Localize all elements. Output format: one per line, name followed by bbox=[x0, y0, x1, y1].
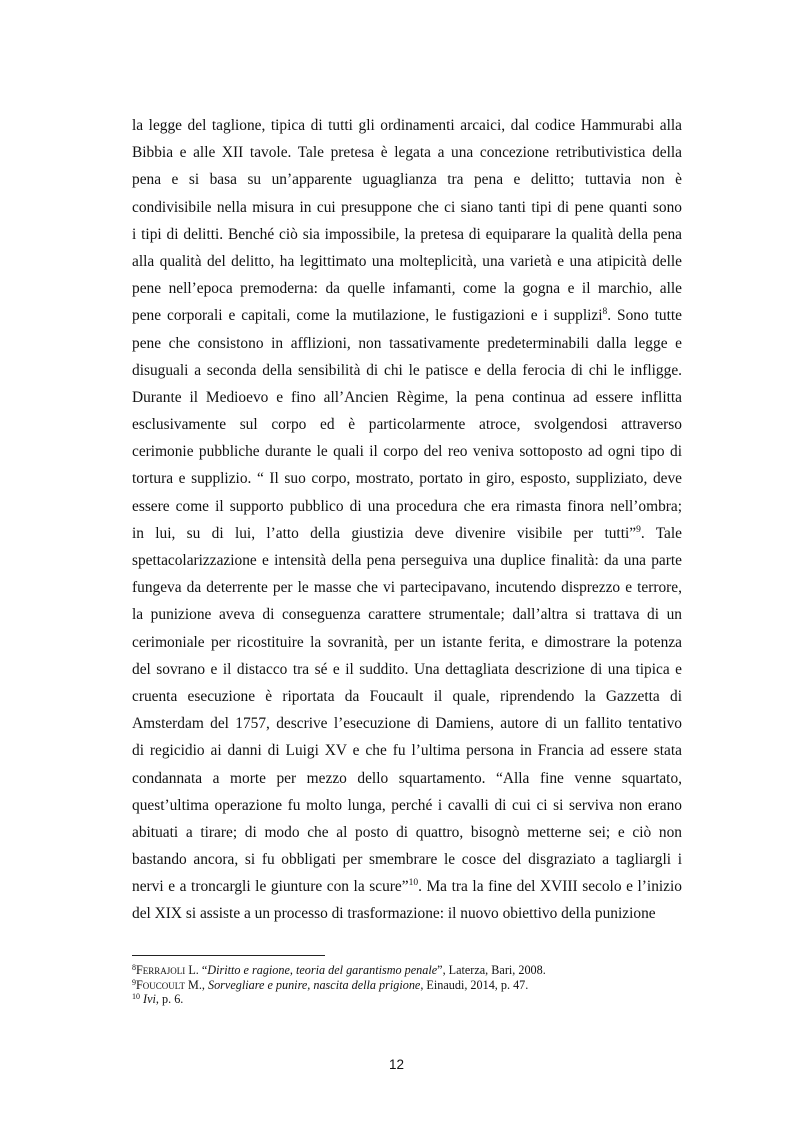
text-line bbox=[132, 221, 682, 248]
text-line bbox=[132, 574, 682, 601]
footnote-reference: 9 bbox=[636, 524, 641, 535]
text-segment: del XIX si assiste a un processo di trasformazione: il nuovo obiettivo della punizione bbox=[132, 905, 656, 923]
footnote-author: Ferrajoli L. bbox=[136, 963, 199, 977]
text-segment: disuguali a seconda della sensibilità di chi le patisce e della ferocia di chi le infligge. bbox=[132, 361, 682, 379]
text-line bbox=[132, 166, 682, 193]
text-line bbox=[132, 900, 682, 927]
text-segment: pene corporali e capitali, come la mutilazione, le fustigazioni e i supplizi bbox=[132, 307, 603, 325]
footnote-publication: , p. 6. bbox=[155, 992, 184, 1006]
text-segment: Amsterdam del 1757, descrive l’esecuzione di Damiens, autore di un fallito tentativo bbox=[132, 715, 682, 733]
footnote-separator-text: “ bbox=[198, 963, 208, 977]
text-segment: . Ma tra la fine del XVIII secolo e l’inizio bbox=[418, 878, 682, 896]
text-line bbox=[132, 873, 682, 900]
text-line bbox=[132, 737, 682, 764]
text-line bbox=[132, 112, 682, 139]
text-segment: essere come il supporto pubblico di una procedura che era rimasta finora nell’ombra; bbox=[132, 497, 682, 515]
text-segment: condivisibile nella misura in cui presuppone che ci siano tanti tipi di pene quanti sono bbox=[132, 198, 682, 216]
text-segment: condannata a morte per mezzo dello squartamento. “Alla fine venne squartato, bbox=[132, 769, 682, 787]
footnotes bbox=[132, 963, 682, 1007]
text-line bbox=[132, 547, 682, 574]
text-segment: la punizione aveva di conseguenza carattere strumentale; dall’altra si trattava di un bbox=[132, 606, 682, 624]
footnote-separator-text: , bbox=[201, 977, 208, 992]
footnote bbox=[132, 963, 682, 978]
text-line bbox=[132, 194, 682, 221]
page-number: 12 bbox=[388, 1057, 405, 1072]
text-segment: alla qualità del delitto, ha legittimato una molteplicità, una varietà e una atipicità delle bbox=[132, 252, 682, 270]
text-segment: fungeva da deterrente per le masse che vi partecipavano, incutendo disprezzo e terrore, bbox=[132, 579, 682, 597]
text-line bbox=[132, 411, 682, 438]
text-segment: del sovrano e il distacco tra sé e il suddito. Una dettagliata descrizione di una tipica e bbox=[132, 660, 682, 678]
text-segment: pene che consistono in afflizioni, non tassativamente predeterminabili dalla legge e bbox=[132, 334, 682, 352]
text-line bbox=[132, 765, 682, 792]
text-segment: bastando ancora, si fu obbligati per smembrare le cosce del disgraziato a tagliargli i bbox=[132, 851, 682, 869]
text-segment: spettacolarizzazione e intensità della pena perseguiva una duplice finalità: da una parte bbox=[132, 552, 682, 569]
text-segment: in lui, su di lui, l’atto della giustizia deve divenire visibile per tutti” bbox=[132, 524, 637, 542]
text-line bbox=[132, 384, 682, 411]
text-line bbox=[132, 710, 682, 737]
footnote-reference: 8 bbox=[602, 307, 608, 318]
text-segment: esclusivamente sul corpo ed è particolarmente atroce, svolgendosi attraverso bbox=[132, 416, 682, 434]
text-line bbox=[132, 465, 682, 492]
footnote bbox=[132, 978, 682, 993]
text-line bbox=[132, 846, 682, 873]
text-segment: la legge del taglione, tipica di tutti gli ordinamenti arcaici, dal codice Hammurabi alla bbox=[132, 117, 682, 134]
text-segment: nervi e a troncargli le giunture con la scure” bbox=[132, 878, 409, 896]
text-segment: cerimonie pubbliche durante le quali il corpo del reo veniva sottoposto ad ogni tipo di bbox=[132, 443, 682, 461]
footnote-number: 9 bbox=[132, 977, 136, 987]
text-line bbox=[132, 601, 682, 628]
text-segment: . Sono tutte bbox=[607, 307, 683, 325]
footnote-title: Diritto e ragione, teoria del garantismo penale bbox=[207, 963, 438, 977]
text-segment: pene nell’epoca premoderna: da quelle infamanti, come la gogna e il marchio, alle bbox=[132, 280, 682, 298]
footnote-author: Foucoult M. bbox=[136, 977, 202, 992]
text-line bbox=[132, 656, 682, 683]
text-segment: i tipi di delitti. Benché ciò sia impossibile, la pretesa di equiparare la qualità della pena bbox=[132, 225, 682, 243]
text-line bbox=[132, 248, 682, 275]
text-line bbox=[132, 683, 682, 710]
text-segment: di regicidio ai danni di Luigi XV e che fu l’ultima persona in Francia ad essere stata bbox=[132, 742, 682, 760]
text-line bbox=[132, 520, 682, 547]
text-segment: cerimoniale per ricostituire la sovranità, per un istante ferita, e dimostrare la potenza bbox=[132, 633, 682, 651]
footnote-separator bbox=[132, 955, 325, 956]
text-segment: . Tale bbox=[640, 524, 682, 542]
footnote-reference: 10 bbox=[408, 878, 419, 889]
text-line bbox=[132, 357, 682, 384]
text-line bbox=[132, 139, 682, 166]
text-segment: abituati a tirare; di modo che al posto di quattro, bisognò metterne sei; e ciò non bbox=[132, 823, 682, 841]
footnote-publication: ”, Laterza, Bari, 2008. bbox=[437, 963, 546, 977]
body-text bbox=[132, 112, 682, 928]
text-line bbox=[132, 792, 682, 819]
footnote-number: 10 bbox=[132, 992, 140, 1001]
text-segment: quest’ultima operazione fu molto lunga, perché i cavalli di cui ci si serviva non erano bbox=[132, 796, 682, 814]
text-segment: tortura e supplizio. “ Il suo corpo, mostrato, portato in giro, esposto, suppliziato, deve bbox=[132, 470, 682, 488]
footnote-title: Sorvegliare e punire, nascita della prigione bbox=[207, 977, 421, 992]
footnote bbox=[132, 992, 682, 1007]
footnote-publication: , Einaudi, 2014, p. 47. bbox=[420, 977, 529, 992]
text-segment: Durante il Medioevo e fino all’Ancien Règime, la pena continua ad essere inflitta bbox=[132, 388, 682, 406]
text-segment: cruenta esecuzione è riportata da Foucault il quale, riprendendo la Gazzetta di bbox=[132, 687, 682, 705]
text-line bbox=[132, 819, 682, 846]
text-line bbox=[132, 330, 682, 357]
text-line bbox=[132, 438, 682, 465]
text-segment: Bibbia e alle XII tavole. Tale pretesa è legata a una concezione retributivistica della bbox=[132, 144, 682, 162]
text-segment: pena e si basa su un’apparente uguaglianza tra pena e delitto; tuttavia non è bbox=[132, 171, 682, 189]
text-line bbox=[132, 629, 682, 656]
footnote-title: Ivi bbox=[143, 992, 156, 1006]
text-line bbox=[132, 302, 682, 329]
text-line bbox=[132, 275, 682, 302]
footnote-number: 8 bbox=[132, 963, 136, 972]
text-line bbox=[132, 493, 682, 520]
